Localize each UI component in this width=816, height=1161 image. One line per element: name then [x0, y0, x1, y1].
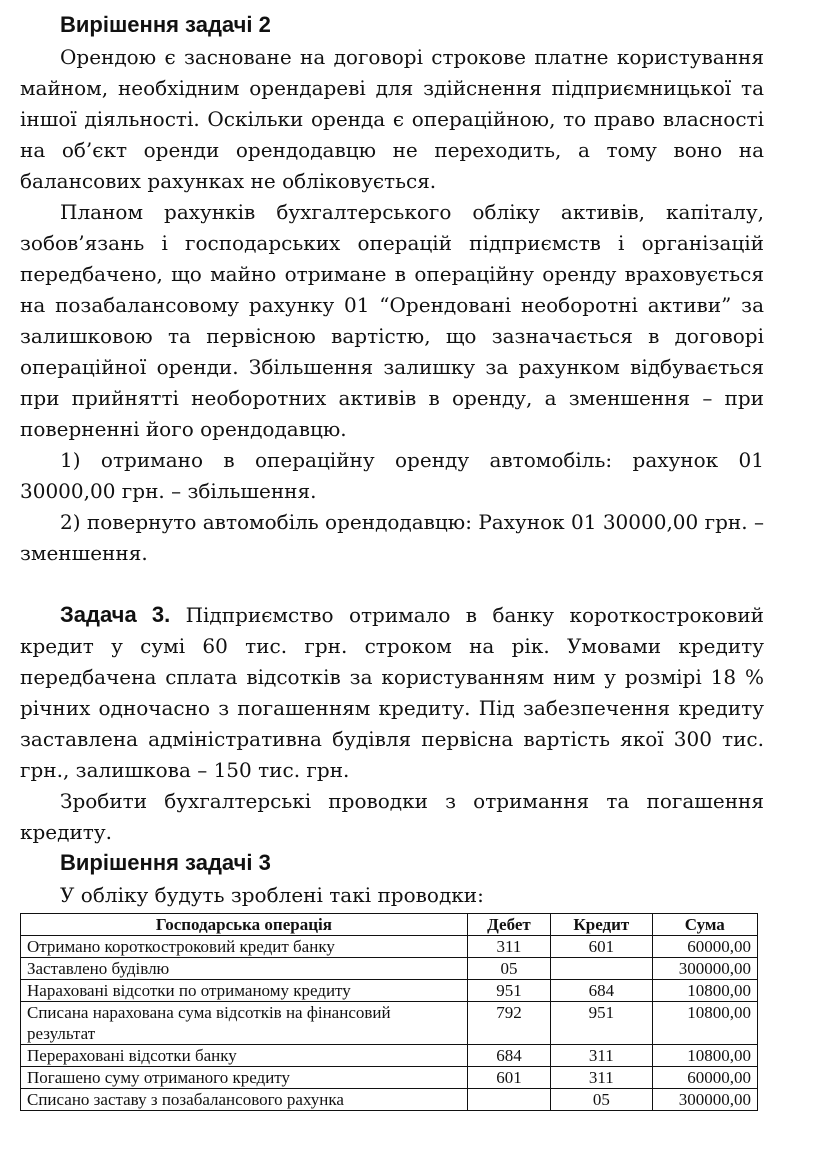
solution-2-heading: Вирішення задачі 2	[60, 12, 271, 37]
cell-debit: 684	[467, 1045, 550, 1067]
solution-2-item-1: 1) отримано в операційну оренду автомобіль: рахунок 01 30000,00 грн. – збільшення.	[20, 448, 764, 503]
cell-credit: 311	[551, 1067, 652, 1089]
cell-amount: 10800,00	[652, 980, 757, 1002]
cell-operation: Нараховані відсотки по отриманому кредиту	[21, 980, 468, 1002]
cell-debit: 951	[467, 980, 550, 1002]
cell-amount: 60000,00	[652, 936, 757, 958]
table-row	[21, 936, 758, 958]
cell-amount: 10800,00	[652, 1002, 757, 1045]
table-row	[21, 1067, 758, 1089]
cell-operation: Перераховані відсотки банку	[21, 1045, 468, 1067]
cell-debit: 601	[467, 1067, 550, 1089]
cell-credit	[551, 958, 652, 980]
header-credit: Кредит	[551, 914, 652, 936]
cell-operation: Заставлено будівлю	[21, 958, 468, 980]
solution-3-heading: Вирішення задачі 3	[60, 850, 271, 875]
solution-2-paragraph-1: Орендою є засноване на договорі строкове платне користування майном, необхідним орендареві для здійснення підприємницької та іншої діяльності. Оскільки оренда є операційною, то право власності на об’єкт оренди орендодавцю не переходить, а тому воно на балансових рахунках не обліковується.	[20, 45, 764, 193]
cell-amount: 10800,00	[652, 1045, 757, 1067]
header-operation: Господарська операція	[21, 914, 468, 936]
cell-credit: 05	[551, 1089, 652, 1111]
section-gap	[20, 569, 764, 599]
task-3-text: Підприємство отримало в банку короткостроковий кредит у сумі 60 тис. грн. строком на рік. Умовами кредиту передбачена сплата відсотків за користуванням ним у розмірі 18 % річних одночасно з погашенням кредиту. Під забезпечення кредиту заставлена адміністративна будівля первісна вартість якої 300 тис. грн., залишкова – 150 тис. грн.	[20, 603, 764, 782]
cell-operation: Погашено суму отриманого кредиту	[21, 1067, 468, 1089]
table-row	[21, 980, 758, 1002]
table-row	[21, 1089, 758, 1111]
cell-debit: 792	[467, 1002, 550, 1045]
cell-credit: 684	[551, 980, 652, 1002]
table-row	[21, 1002, 758, 1045]
cell-credit: 601	[551, 936, 652, 958]
cell-debit: 05	[467, 958, 550, 980]
entries-table	[20, 913, 758, 1111]
table-row	[21, 958, 758, 980]
task-3-paragraph	[20, 599, 764, 786]
document-page	[20, 10, 764, 1111]
cell-amount: 300000,00	[652, 958, 757, 980]
table-header-row	[21, 914, 758, 936]
cell-amount: 60000,00	[652, 1067, 757, 1089]
task-3-lead: Задача 3.	[60, 602, 171, 627]
cell-credit: 951	[551, 1002, 652, 1045]
header-debit: Дебет	[467, 914, 550, 936]
header-amount: Сума	[652, 914, 757, 936]
task-3-paragraph-2: Зробити бухгалтерські проводки з отримання та погашення кредиту.	[20, 789, 764, 844]
table-row	[21, 1045, 758, 1067]
cell-operation: Списано заставу з позабалансового рахунка	[21, 1089, 468, 1111]
solution-3-intro: У обліку будуть зроблені такі проводки:	[60, 883, 484, 907]
solution-2-item-2: 2) повернуто автомобіль орендодавцю: Рахунок 01 30000,00 грн. – зменшення.	[20, 510, 764, 565]
solution-2-paragraph-2: Планом рахунків бухгалтерського обліку активів, капіталу, зобов’язань і господарських операцій підприємств і організацій передбачено, що майно отримане в операційну оренду враховується на позабалансовому рахунку 01 “Орендовані необоротні активи” за залишковою та первісною вартістю, що зазначається в договорі операційної оренди. Збільшення залишку за рахунком відбувається при прийнятті необоротних активів в оренду, а зменшення – при поверненні його орендодавцю.	[20, 200, 764, 441]
cell-operation: Отримано короткостроковий кредит банку	[21, 936, 468, 958]
cell-operation: Списана нарахована сума відсотків на фінансовий результат	[21, 1002, 468, 1045]
cell-amount: 300000,00	[652, 1089, 757, 1111]
cell-debit: 311	[467, 936, 550, 958]
cell-credit: 311	[551, 1045, 652, 1067]
cell-debit	[467, 1089, 550, 1111]
